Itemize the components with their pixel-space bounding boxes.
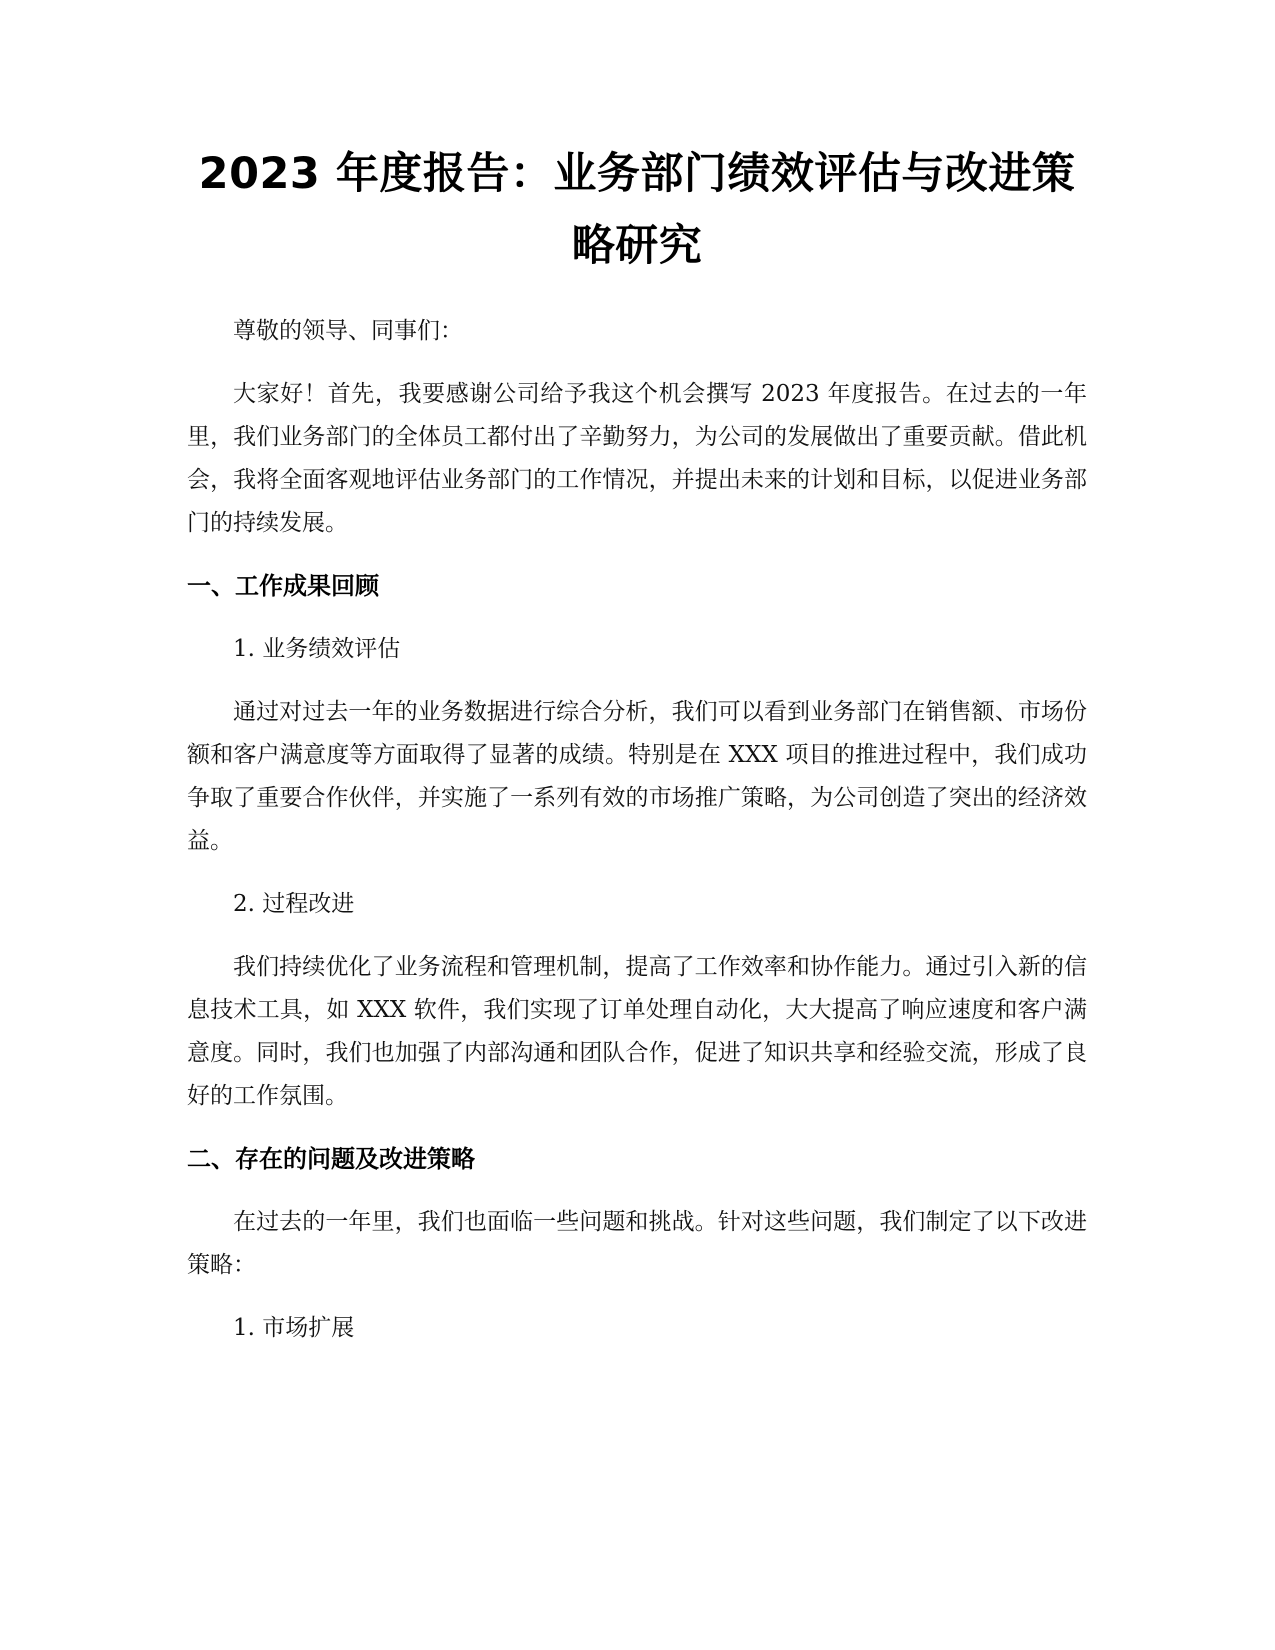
subheading-market-expansion: 1. 市场扩展: [233, 1315, 355, 1341]
subheading-process-improvement: 2. 过程改进: [233, 891, 355, 917]
paragraph-problems-intro: 在过去的一年里，我们也面临一些问题和挑战。针对这些问题，我们制定了以下改进策略：: [187, 1209, 1087, 1278]
document-body: [187, 138, 1087, 1370]
paragraph-process-improvement: 我们持续优化了业务流程和管理机制，提高了工作效率和协作能力。通过引入新的信息技术工具，如 XXX 软件，我们实现了订单处理自动化，大大提高了响应速度和客户满意度。同时，我们也加强了内部沟通和团队合作，促进了知识共享和经验交流，形成了良好的工作氛围。: [187, 954, 1087, 1109]
intro-paragraph: 大家好！首先，我要感谢公司给予我这个机会撰写 2023 年度报告。在过去的一年里，我们业务部门的全体员工都付出了辛勤努力，为公司的发展做出了重要贡献。借此机会，我将全面客观地评估业务部门的工作情况，并提出未来的计划和目标，以促进业务部门的持续发展。: [187, 381, 1087, 536]
paragraph-performance-evaluation: 通过对过去一年的业务数据进行综合分析，我们可以看到业务部门在销售额、市场份额和客户满意度等方面取得了显著的成绩。特别是在 XXX 项目的推进过程中，我们成功争取了重要合作伙伴，并实施了一系列有效的市场推广策略，为公司创造了突出的经济效益。: [187, 699, 1087, 854]
salutation: 尊敬的领导、同事们：: [233, 318, 463, 344]
section-heading-problems: 二、存在的问题及改进策略: [187, 1145, 475, 1173]
section-heading-achievements: 一、工作成果回顾: [187, 572, 379, 600]
subheading-performance-evaluation: 1. 业务绩效评估: [233, 636, 401, 662]
document-title: 2023 年度报告：业务部门绩效评估与改进策略研究: [198, 149, 1076, 271]
